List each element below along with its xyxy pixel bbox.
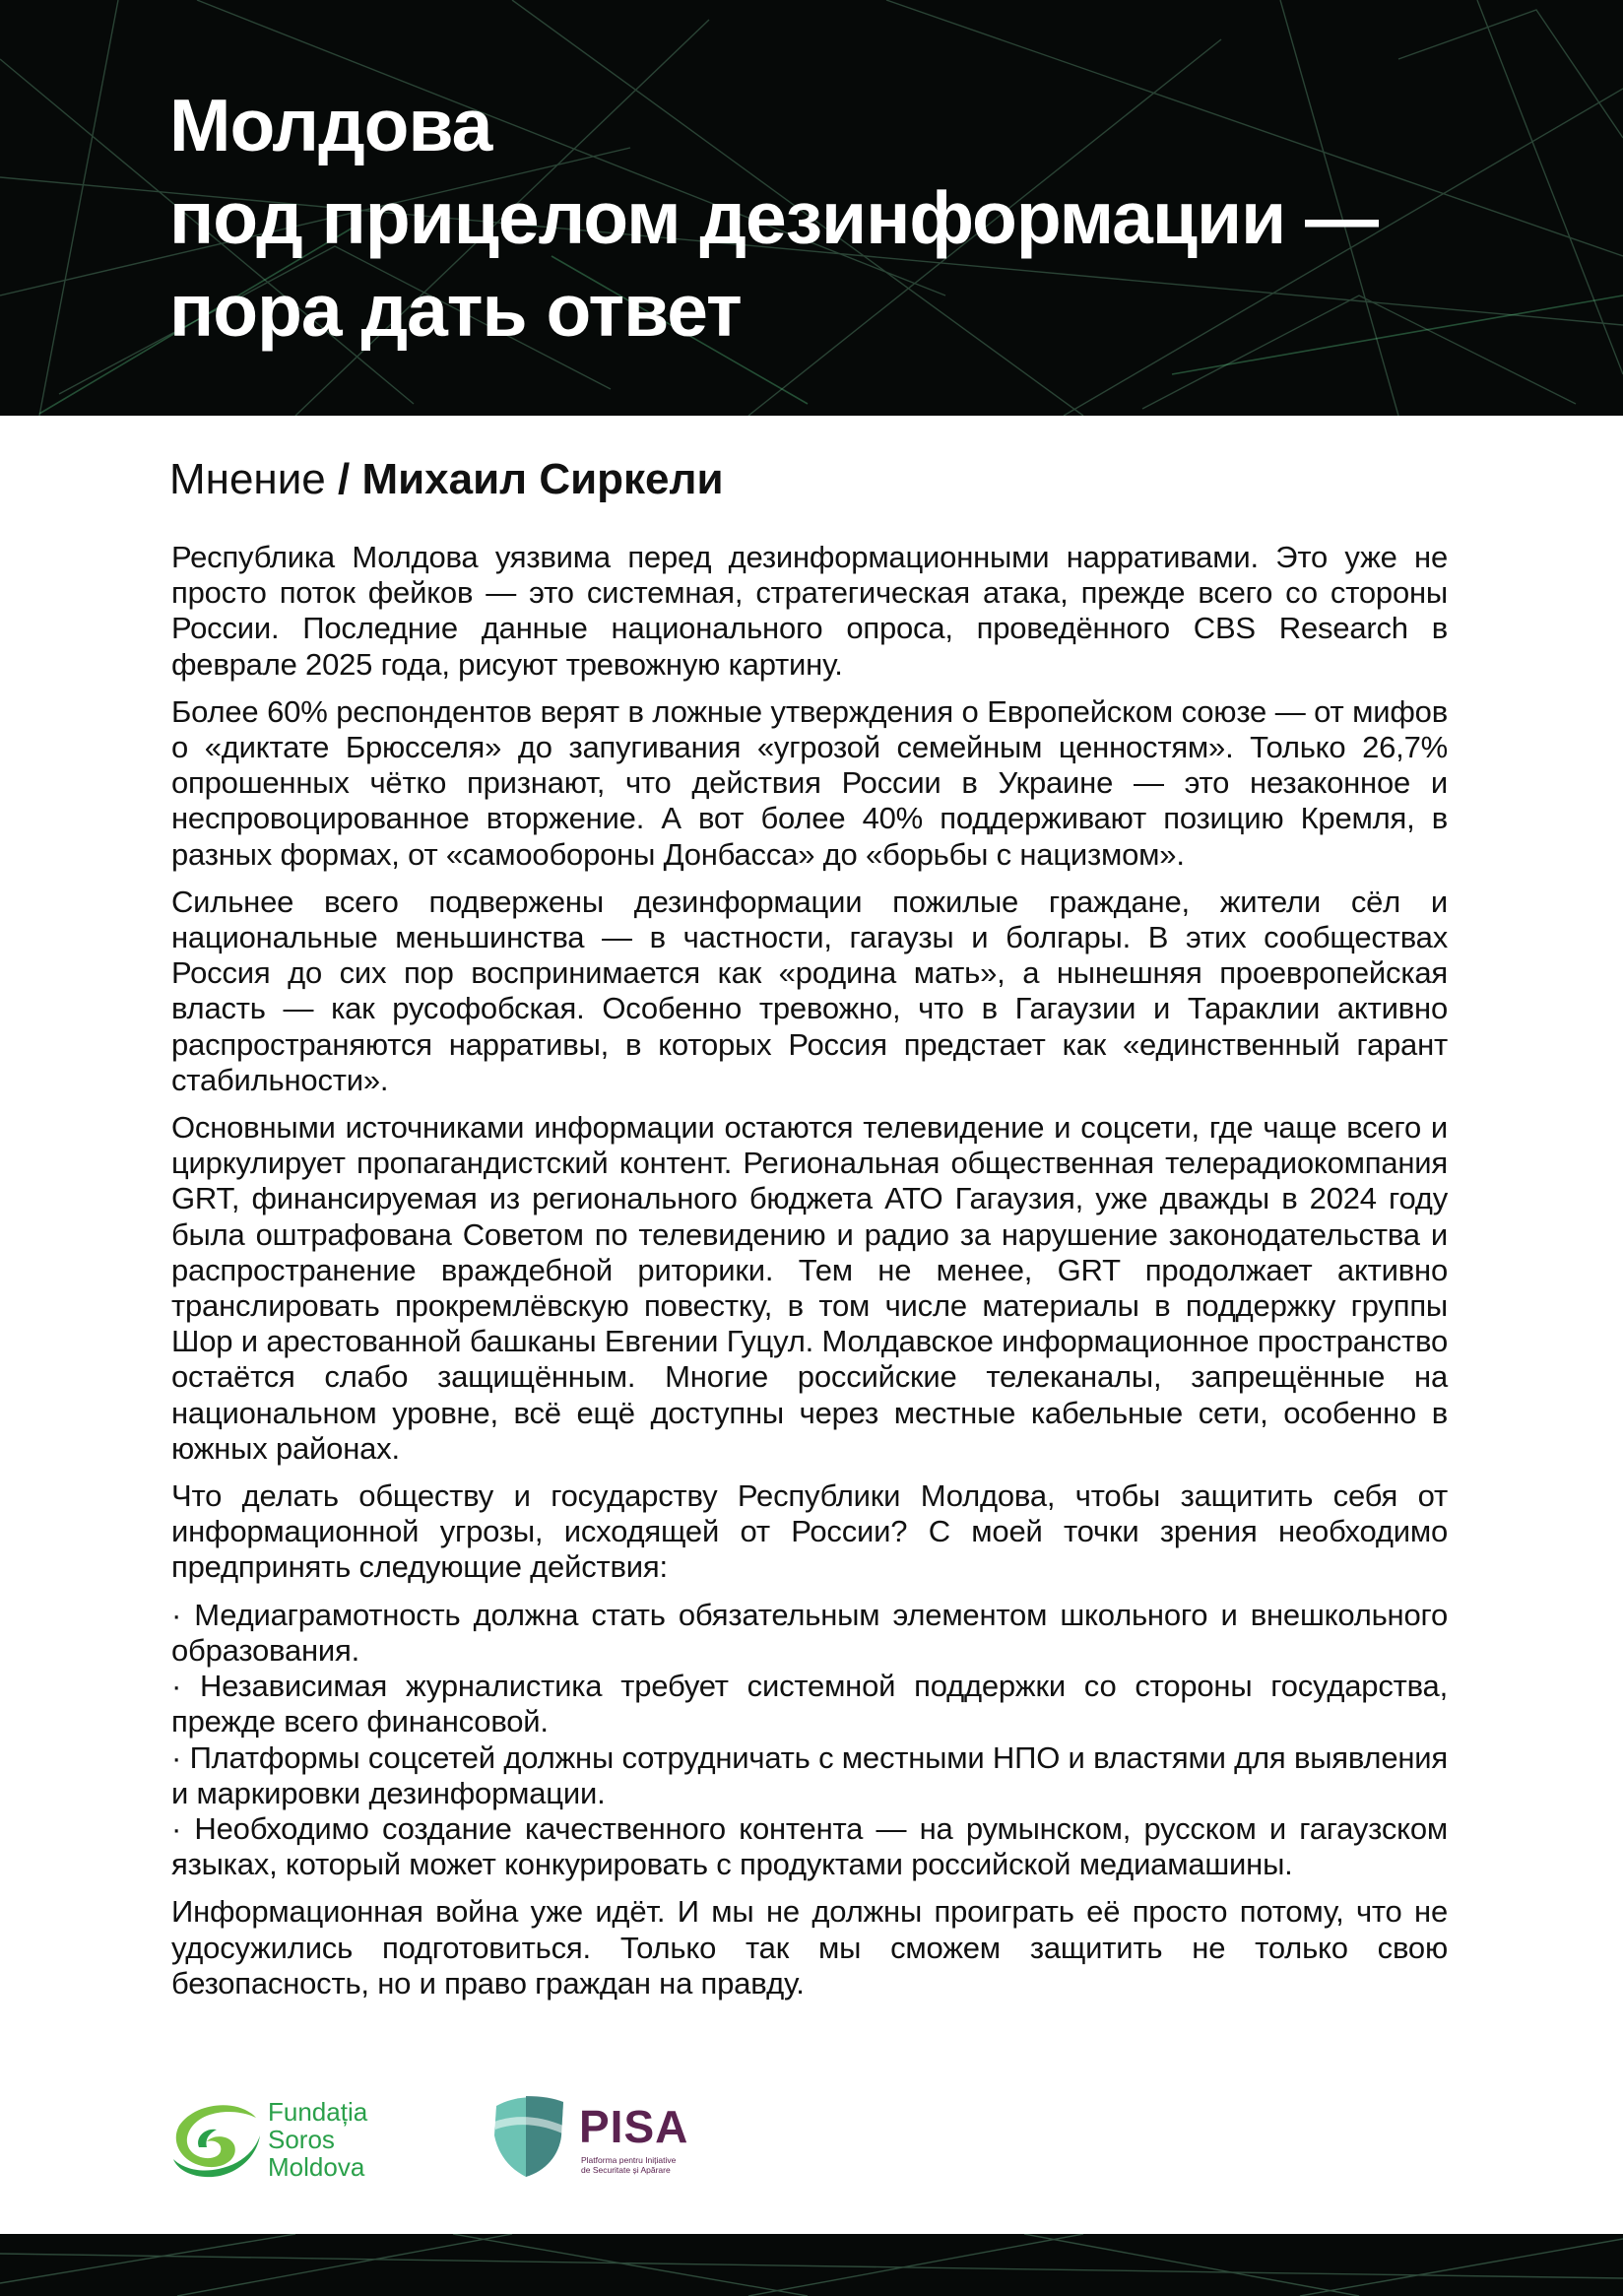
pisa-shield-icon (487, 2092, 571, 2179)
list-item: · Независимая журналистика требует системной поддержки со стороны государства, прежде всего финансовой. (171, 1669, 1448, 1739)
soros-logo (169, 2090, 396, 2189)
pisa-subtitle-line: de Securitate și Apărare (581, 2165, 671, 2175)
action-list (171, 1598, 1448, 1883)
list-item: · Медиаграмотность должна стать обязательным элементом школьного и внешкольного образования. (171, 1598, 1448, 1669)
byline-label: Мнение (169, 455, 326, 503)
soros-name-line: Fundația (268, 2097, 368, 2127)
paragraph: Республика Молдова уязвима перед дезинформационными нарративами. Это уже не просто поток фейков — это системная, стратегическая атака, прежде всего со стороны России. Последние данные национального опроса, проведённого CBS Research в феврале 2025 года, рисуют тревожную картину. (171, 540, 1448, 682)
list-item: · Необходимо создание качественного контента — на румынском, русском и гагаузском языках, который может конкурировать с продуктами российской медиамашины. (171, 1811, 1448, 1882)
list-item: · Платформы соцсетей должны сотрудничать с местными НПО и властями для выявления и маркировки дезинформации. (171, 1740, 1448, 1811)
footer-banner (0, 2234, 1623, 2296)
soros-name-line: Moldova (268, 2152, 365, 2182)
footer-lines-background (0, 2234, 1623, 2296)
byline-separator: / (325, 455, 362, 503)
soros-swirl-icon (169, 2096, 264, 2181)
title-line: Молдова (169, 84, 492, 166)
header-banner (0, 0, 1623, 416)
page-title (169, 79, 1378, 357)
paragraph: Сильнее всего подвержены дезинформации пожилые граждане, жители сёл и национальные меньшинства — в частности, гагаузы и болгары. В этих сообществах Россия до сих пор воспринимается как «родина мать», а нынешняя проевропейская власть — как русофобская. Особенно тревожно, что в Гагаузии и Тараклии активно распространяются нарративы, в которых Россия предстает как «единственный гарант стабильности». (171, 884, 1448, 1097)
paragraph: Что делать обществу и государству Республики Молдова, чтобы защитить себя от информационной угрозы, исходящей от России? С моей точки зрения необходимо предпринять следующие действия: (171, 1478, 1448, 1585)
article-body (171, 540, 1448, 2013)
paragraph: Основными источниками информации остаются телевидение и соцсети, где чаще всего и циркулирует пропагандистский контент. Региональная общественная телерадиокомпания GRT, финансируемая из регионального бюджета АТО Гагаузия, уже дважды в 2024 году была оштрафована Советом по телевидению и радио за нарушение законодательства и распространение враждебной риторики. Тем не менее, GRT продолжает активно транслировать прокремлёвскую повестку, в том числе материалы в поддержку группы Шор и арестованной башканы Евгении Гуцул. Молдавское информационное пространство остаётся слабо защищённым. Многие российские телеканалы, запрещённые на национальном уровне, всё ещё доступны через местные кабельные сети, особенно в южных районах. (171, 1110, 1448, 1466)
soros-name-line: Soros (268, 2125, 335, 2154)
title-line: пора дать ответ (169, 269, 742, 352)
closing-paragraph: Информационная война уже идёт. И мы не должны проиграть её просто потому, что не удосужились подготовиться. Только так мы сможем защитить не только свою безопасность, но и право граждан на правду. (171, 1894, 1448, 2001)
pisa-abbr: PISA (579, 2101, 689, 2152)
byline-author: Михаил Сиркели (361, 455, 724, 503)
paragraph: Более 60% респондентов верят в ложные утверждения о Европейском союзе — от мифов о «диктате Брюсселя» до запугивания «угрозой семейным ценностям». Только 26,7% опрошенных чётко признают, что действия России в Украине — это незаконное и неспровоцированное вторжение. А вот более 40% поддерживают позицию Кремля, в разных формах, от «самообороны Донбасса» до «борьбы с нацизмом». (171, 693, 1448, 872)
byline (169, 455, 724, 504)
pisa-subtitle (581, 2155, 719, 2175)
pisa-logo (487, 2090, 713, 2189)
title-line: под прицелом дезинформации — (169, 176, 1379, 259)
soros-name (268, 2098, 367, 2181)
pisa-subtitle-line: Platforma pentru Inițiative (581, 2155, 677, 2165)
